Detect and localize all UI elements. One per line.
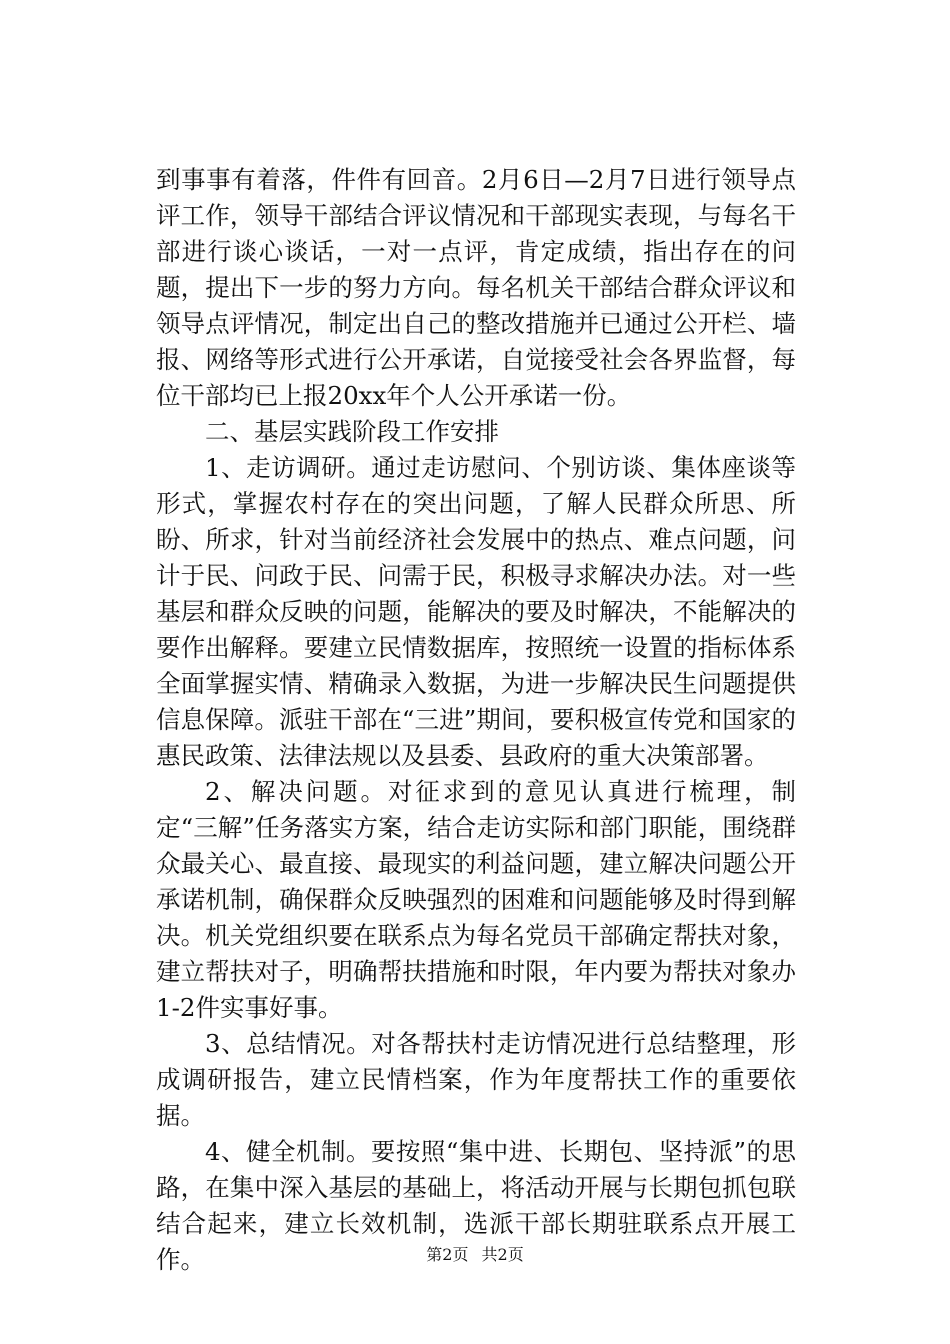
paragraph-continuation: 到事事有着落，件件有回音。2月6日—2月7日进行领导点评工作，领导干部结合评议情况和干部现实表现，与每名干部进行谈心谈话，一对一点评，肯定成绩，指出存在的问题，提出下一步的努力方向。每名机关干部结合群众评议和领导点评情况，制定出自己的整改措施并已通过公开栏、墙报、网络等形式进行公开承诺，自觉接受社会各界监督，每位干部均已上报20xx年个人公开承诺一份。 [156,165,796,410]
document-body [156,162,796,1278]
paragraph-solve-problems: 2、解决问题。对征求到的意见认真进行梳理，制定“三解”任务落实方案，结合走访实际和部门职能，围绕群众最关心、最直接、最现实的利益问题，建立解决问题公开承诺机制，确保群众反映强烈的困难和问题能够及时得到解决。机关党组织要在联系点为每名党员干部确定帮扶对象，建立帮扶对子，明确帮扶措施和时限，年内要为帮扶对象办1-2件实事好事。 [156,777,796,1022]
page-number-current: 第2页 [426,1245,469,1264]
page-number-total: 共2页 [481,1245,524,1264]
paragraph-visit-research: 1、走访调研。通过走访慰问、个别访谈、集体座谈等形式，掌握农村存在的突出问题，了解人民群众所思、所盼、所求，针对当前经济社会发展中的热点、难点问题，问计于民、问政于民、问需于民，积极寻求解决办法。对一些基层和群众反映的问题，能解决的要及时解决，不能解决的要作出解释。要建立民情数据库，按照统一设置的指标体系全面掌握实情、精确录入数据，为进一步解决民生问题提供信息保障。派驻干部在“三进”期间，要积极宣传党和国家的惠民政策、法律法规以及县委、县政府的重大决策部署。 [156,453,796,770]
paragraph-mechanism: 4、健全机制。要按照“集中进、长期包、坚持派”的思路，在集中深入基层的基础上，将活动开展与长期包抓包联结合起来，建立长效机制，选派干部长期驻联系点开展工作。 [156,1137,796,1274]
paragraph-summary: 3、总结情况。对各帮扶村走访情况进行总结整理，形成调研报告，建立民情档案，作为年度帮扶工作的重要依据。 [156,1029,796,1130]
section-heading: 二、基层实践阶段工作安排 [205,417,499,446]
page-footer [0,1244,950,1266]
